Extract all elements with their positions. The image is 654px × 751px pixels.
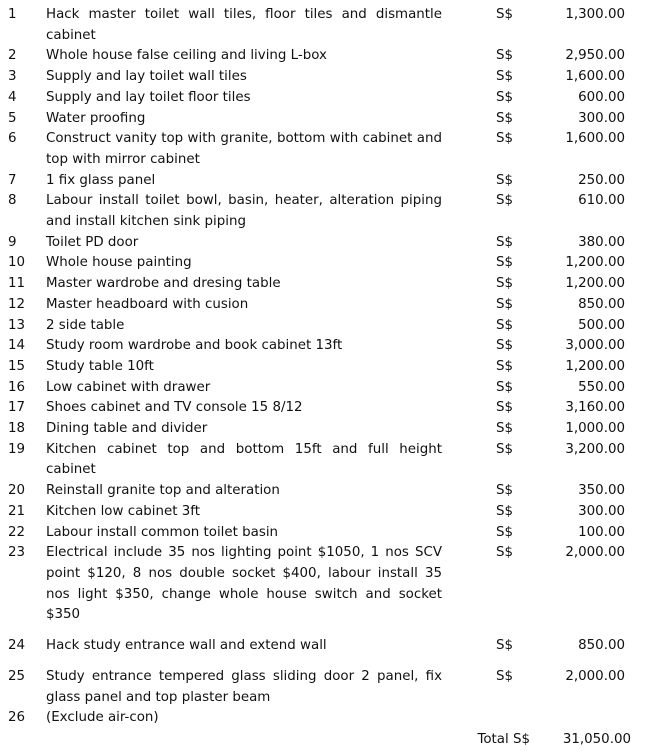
item-currency: S$ — [495, 48, 513, 64]
item-number: 10 — [8, 255, 26, 271]
item-currency: S$ — [495, 545, 513, 561]
item-number: 8 — [8, 193, 17, 209]
item-currency: S$ — [495, 69, 513, 85]
item-number: 16 — [8, 379, 26, 395]
item-amount: 1,300.00 — [565, 7, 625, 22]
item-description: Master wardrobe and dresing table — [46, 276, 281, 292]
item-number: 15 — [8, 358, 26, 374]
table-row — [0, 502, 654, 523]
table-row — [0, 274, 654, 295]
item-description: (Exclude air-con) — [46, 710, 159, 726]
item-number: 2 — [8, 48, 17, 64]
item-description: Supply and lay toilet wall tiles — [46, 69, 247, 85]
item-amount: 100.00 — [578, 524, 625, 540]
table-row — [0, 440, 654, 481]
item-amount: 1,200.00 — [565, 358, 625, 374]
item-description: Study entrance tempered glass sliding door 2 panel, fix glass panel and top plaster beam — [46, 668, 442, 705]
item-currency: S$ — [495, 276, 513, 292]
item-currency: S$ — [495, 379, 513, 395]
item-amount: 300.00 — [578, 503, 625, 519]
item-currency: S$ — [495, 296, 513, 312]
item-currency: S$ — [495, 317, 513, 333]
item-description: Hack study entrance wall and extend wall — [46, 638, 327, 654]
table-row — [0, 667, 654, 708]
item-currency: S$ — [495, 638, 513, 654]
item-number: 26 — [8, 710, 26, 726]
item-amount: 850.00 — [578, 638, 625, 654]
item-number: 22 — [8, 524, 26, 540]
item-currency: S$ — [495, 503, 513, 519]
item-number: 25 — [8, 668, 26, 684]
item-currency: S$ — [495, 7, 513, 22]
item-currency: S$ — [495, 234, 513, 250]
item-amount: 850.00 — [578, 296, 625, 312]
item-number: 3 — [8, 69, 17, 85]
item-description: Construct vanity top with granite, bottom with cabinet and top with mirror cabinet — [46, 131, 442, 167]
table-row — [0, 67, 654, 88]
table-row — [0, 378, 654, 399]
table-row — [0, 357, 654, 378]
item-description: Low cabinet with drawer — [46, 379, 211, 395]
item-number: 11 — [8, 276, 26, 292]
item-description: Whole house false ceiling and living L-box — [46, 48, 327, 64]
item-description: Study room wardrobe and book cabinet 13ft — [46, 338, 343, 354]
item-description: Whole house painting — [46, 255, 192, 271]
item-description: 2 side table — [46, 317, 125, 333]
item-amount: 3,160.00 — [565, 400, 625, 416]
item-amount: 3,000.00 — [565, 338, 625, 354]
item-currency: S$ — [495, 668, 513, 684]
table-row — [0, 129, 654, 170]
item-currency: S$ — [495, 400, 513, 416]
item-amount: 500.00 — [578, 317, 625, 333]
item-number: 17 — [8, 400, 26, 416]
item-description: 1 fix glass panel — [46, 172, 156, 188]
table-row — [0, 708, 654, 729]
item-currency: S$ — [495, 131, 513, 147]
item-currency: S$ — [495, 89, 513, 105]
item-amount: 3,200.00 — [565, 441, 625, 457]
item-number: 14 — [8, 338, 26, 354]
item-number: 13 — [8, 317, 26, 333]
item-number: 4 — [8, 89, 17, 105]
table-row — [0, 295, 654, 316]
item-amount: 600.00 — [578, 89, 625, 105]
item-currency: S$ — [495, 421, 513, 437]
item-amount: 2,950.00 — [565, 48, 625, 64]
item-description: Hack master toilet wall tiles, floor tiles and dismantle cabinet — [46, 7, 442, 43]
item-number: 19 — [8, 441, 26, 457]
item-description: Master headboard with cusion — [46, 296, 249, 312]
item-amount: 1,600.00 — [565, 69, 625, 85]
table-row — [0, 233, 654, 254]
table-row — [0, 419, 654, 440]
item-currency: S$ — [495, 110, 513, 126]
item-amount: 1,000.00 — [565, 421, 625, 437]
item-number: 6 — [8, 131, 17, 147]
quotation-rows — [0, 5, 654, 729]
item-number: 21 — [8, 503, 26, 519]
item-amount: 2,000.00 — [565, 545, 625, 561]
item-number: 20 — [8, 483, 26, 499]
item-description: Labour install common toilet basin — [46, 524, 279, 540]
item-currency: S$ — [495, 483, 513, 499]
table-row — [0, 636, 654, 657]
item-amount: 300.00 — [578, 110, 625, 126]
item-number: 5 — [8, 110, 17, 126]
item-currency: S$ — [495, 172, 513, 188]
table-row — [0, 46, 654, 67]
item-number: 23 — [8, 545, 26, 561]
quotation-table — [0, 5, 654, 751]
item-number: 1 — [8, 7, 17, 22]
table-row — [0, 398, 654, 419]
item-description: Kitchen cabinet top and bottom 15ft and full height cabinet — [46, 441, 442, 478]
item-description: Study table 10ft — [46, 358, 154, 374]
item-amount: 610.00 — [578, 193, 625, 209]
item-number: 7 — [8, 172, 17, 188]
item-amount: 350.00 — [578, 483, 625, 499]
item-description: Supply and lay toilet floor tiles — [46, 89, 251, 105]
item-amount: 1,200.00 — [565, 276, 625, 292]
item-currency: S$ — [495, 193, 513, 209]
item-number: 12 — [8, 296, 26, 312]
table-row — [0, 171, 654, 192]
table-row — [0, 316, 654, 337]
table-row — [0, 109, 654, 130]
item-description: Reinstall granite top and alteration — [46, 483, 280, 499]
table-row — [0, 88, 654, 109]
item-description: Dining table and divider — [46, 421, 208, 437]
item-amount: 250.00 — [578, 172, 625, 188]
item-number: 24 — [8, 638, 26, 654]
table-row — [0, 253, 654, 274]
item-description: Kitchen low cabinet 3ft — [46, 503, 200, 519]
item-amount: 550.00 — [578, 379, 625, 395]
item-description: Electrical include 35 nos lighting point $1050, 1 nos SCV point $120, 8 nos double socket $400, labour install 35 nos light $350, change whole house switch and socket $350 — [46, 545, 442, 623]
item-currency: S$ — [495, 524, 513, 540]
item-description: Water proofing — [46, 110, 146, 126]
item-amount: 1,600.00 — [565, 131, 625, 147]
table-row — [0, 5, 654, 46]
total-row — [0, 730, 654, 751]
table-row — [0, 523, 654, 544]
item-description: Labour install toilet bowl, basin, heater, alteration piping and install kitchen sink piping — [46, 193, 442, 230]
item-amount: 1,200.00 — [565, 255, 625, 271]
item-number: 18 — [8, 421, 26, 437]
item-amount: 380.00 — [578, 234, 625, 250]
total-amount: 31,050.00 — [562, 731, 631, 747]
item-currency: S$ — [495, 338, 513, 354]
item-amount: 2,000.00 — [565, 668, 625, 684]
item-currency: S$ — [495, 358, 513, 374]
item-currency: S$ — [495, 255, 513, 271]
item-description: Shoes cabinet and TV console 15 8/12 — [46, 400, 303, 416]
table-row — [0, 191, 654, 232]
item-currency: S$ — [495, 441, 513, 457]
item-description: Toilet PD door — [46, 234, 139, 250]
table-row — [0, 481, 654, 502]
table-row — [0, 543, 654, 626]
table-row — [0, 336, 654, 357]
item-number: 9 — [8, 234, 17, 250]
total-label: Total S$ — [477, 731, 530, 747]
